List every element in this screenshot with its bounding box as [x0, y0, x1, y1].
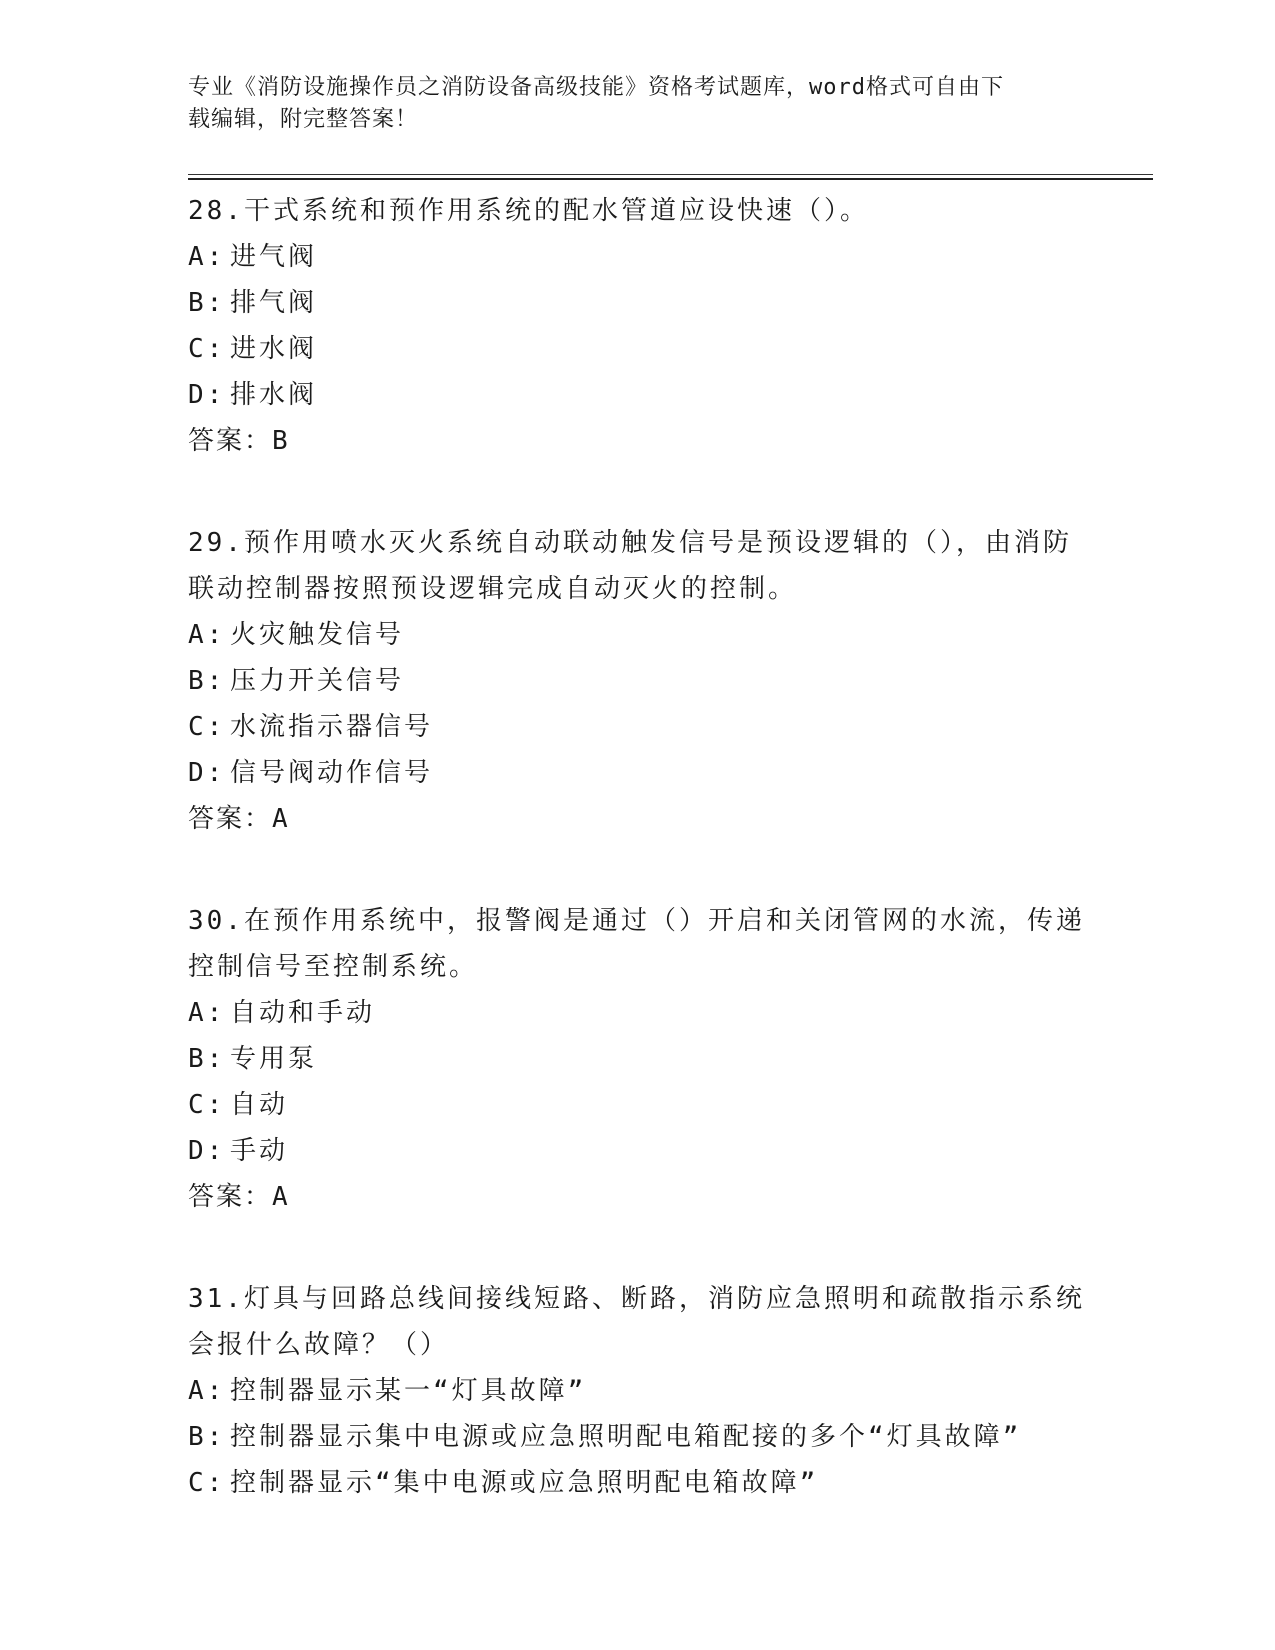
question-30	[188, 898, 1088, 1220]
option-text: 进水阀	[230, 334, 318, 364]
option-text: 手动	[230, 1136, 289, 1166]
document-header	[188, 72, 1068, 136]
option-key: C:	[188, 712, 226, 742]
option-text: 控制器显示某一“灯具故障”	[230, 1376, 587, 1406]
option-text: 自动	[230, 1090, 289, 1120]
question-list	[188, 188, 1088, 1562]
option-a	[188, 612, 1088, 658]
header-divider-thick	[188, 178, 1153, 180]
option-d	[188, 750, 1088, 796]
option-key: B:	[188, 666, 226, 696]
option-d	[188, 1128, 1088, 1174]
header-line-2: 载编辑，附完整答案！	[188, 107, 419, 132]
answer: 答案：A	[188, 1182, 290, 1212]
option-key: C:	[188, 334, 226, 364]
option-key: D:	[188, 758, 226, 788]
option-key: A:	[188, 242, 226, 272]
answer: 答案：B	[188, 426, 290, 456]
option-text: 排水阀	[230, 380, 318, 410]
option-a	[188, 234, 1088, 280]
option-b	[188, 280, 1088, 326]
option-key: C:	[188, 1468, 226, 1498]
option-b	[188, 658, 1088, 704]
option-key: A:	[188, 998, 226, 1028]
option-key: B:	[188, 288, 226, 318]
option-key: C:	[188, 1090, 226, 1120]
option-text: 进气阀	[230, 242, 318, 272]
option-text: 专用泵	[230, 1044, 318, 1074]
option-key: B:	[188, 1044, 226, 1074]
option-text: 控制器显示“集中电源或应急照明配电箱故障”	[230, 1468, 819, 1498]
option-key: D:	[188, 1136, 226, 1166]
option-text: 信号阀动作信号	[230, 758, 434, 788]
option-c	[188, 326, 1088, 372]
option-text: 压力开关信号	[230, 666, 405, 696]
question-stem: 28.干式系统和预作用系统的配水管道应设快速（）。	[188, 196, 869, 226]
option-b	[188, 1414, 1088, 1460]
question-stem: 31.灯具与回路总线间接线短路、断路，消防应急照明和疏散指示系统会报什么故障？（）	[188, 1284, 1085, 1360]
question-28	[188, 188, 1088, 464]
header-divider-thin	[188, 174, 1153, 175]
option-b	[188, 1036, 1088, 1082]
question-stem: 29.预作用喷水灭火系统自动联动触发信号是预设逻辑的（），由消防联动控制器按照预设逻辑完成自动灭火的控制。	[188, 528, 1072, 604]
question-29	[188, 520, 1088, 842]
option-text: 水流指示器信号	[230, 712, 434, 742]
question-stem: 30.在预作用系统中，报警阀是通过（）开启和关闭管网的水流，传递控制信号至控制系统。	[188, 906, 1085, 982]
option-d	[188, 372, 1088, 418]
option-text: 排气阀	[230, 288, 318, 318]
question-31	[188, 1276, 1088, 1506]
option-key: B:	[188, 1422, 226, 1452]
option-text: 控制器显示集中电源或应急照明配电箱配接的多个“灯具故障”	[230, 1422, 1022, 1452]
option-a	[188, 1368, 1088, 1414]
option-text: 自动和手动	[230, 998, 376, 1028]
option-c	[188, 704, 1088, 750]
option-c	[188, 1082, 1088, 1128]
answer: 答案：A	[188, 804, 290, 834]
option-c	[188, 1460, 1088, 1506]
header-line-1: 专业《消防设施操作员之消防设备高级技能》资格考试题库，word格式可自由下	[188, 75, 1004, 100]
option-key: A:	[188, 1376, 226, 1406]
option-text: 火灾触发信号	[230, 620, 405, 650]
option-key: A:	[188, 620, 226, 650]
option-key: D:	[188, 380, 226, 410]
option-a	[188, 990, 1088, 1036]
